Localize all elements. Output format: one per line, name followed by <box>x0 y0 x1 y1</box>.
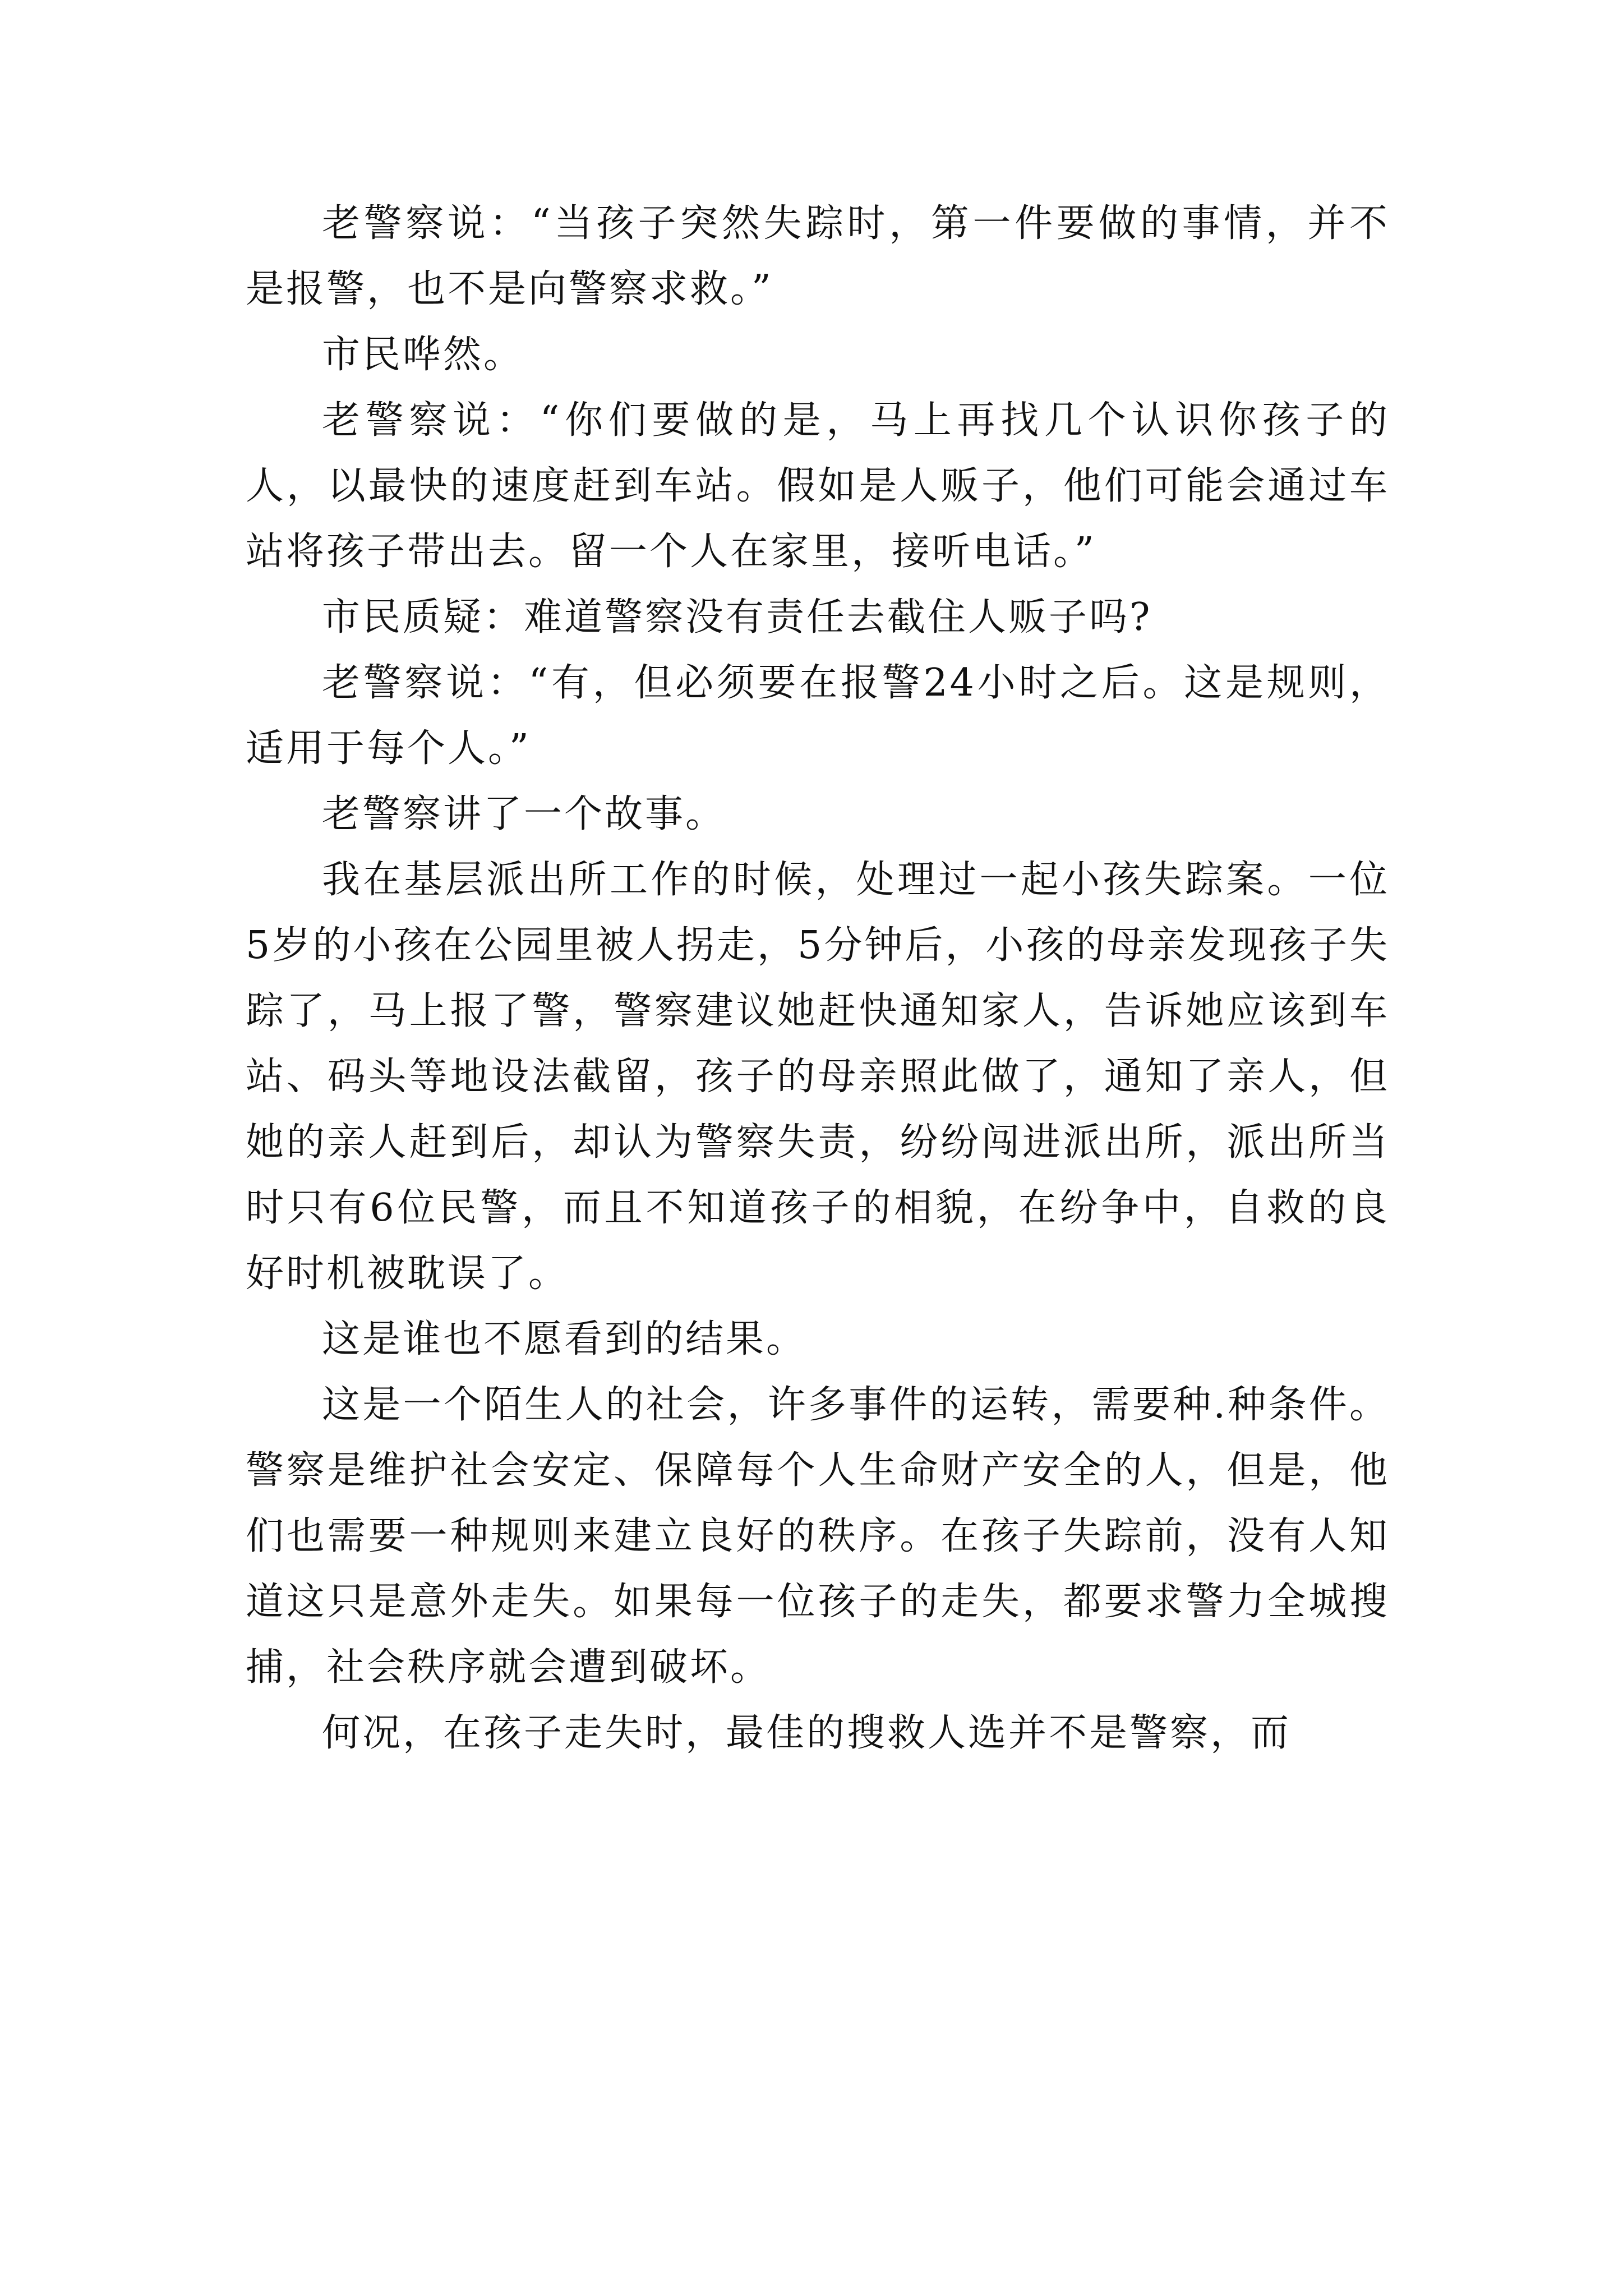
paragraph: 这是一个陌生人的社会，许多事件的运转，需要种.种条件。警察是维护社会安定、保障每个人生命财产安全的人，但是，他们也需要一种规则来建立良好的秩序。在孩子失踪前，没有人知道这只是意外走失。如果每一位孩子的走失，都要求警力全城搜捕，社会秩序就会遭到破坏。 <box>246 1383 1390 1690</box>
paragraph: 何况，在孩子走失时，最佳的搜救人选并不是警察，而 <box>322 1711 1292 1755</box>
paragraph: 老警察说：“有，但必须要在报警24小时之后。这是规则，适用于每个人。” <box>246 661 1390 771</box>
paragraph: 老警察说：“你们要做的是，马上再找几个认识你孩子的人，以最快的速度赶到车站。假如是人贩子，他们可能会通过车站将孩子带出去。留一个人在家里，接听电话。” <box>246 398 1390 574</box>
paragraph: 市民质疑：难道警察没有责任去截住人贩子吗? <box>322 595 1152 639</box>
paragraph: 老警察讲了一个故事。 <box>322 792 726 836</box>
paragraph: 市民哗然。 <box>322 333 524 377</box>
document-body <box>246 191 1390 1766</box>
paragraph: 这是谁也不愿看到的结果。 <box>322 1317 807 1361</box>
paragraph: 老警察说：“当孩子突然失踪时，第一件要做的事情，并不是报警，也不是向警察求救。” <box>246 201 1390 311</box>
paragraph: 我在基层派出所工作的时候，处理过一起小孩失踪案。一位5岁的小孩在公园里被人拐走，5分钟后，小孩的母亲发现孩子失踪了，马上报了警，警察建议她赶快通知家人，告诉她应该到车站、码头等地设法截留，孩子的母亲照此做了，通知了亲人，但她的亲人赶到后，却认为警察失责，纷纷闯进派出所，派出所当时只有6位民警，而且不知道孩子的相貌，在纷争中，自救的良好时机被耽误了。 <box>246 858 1390 1296</box>
